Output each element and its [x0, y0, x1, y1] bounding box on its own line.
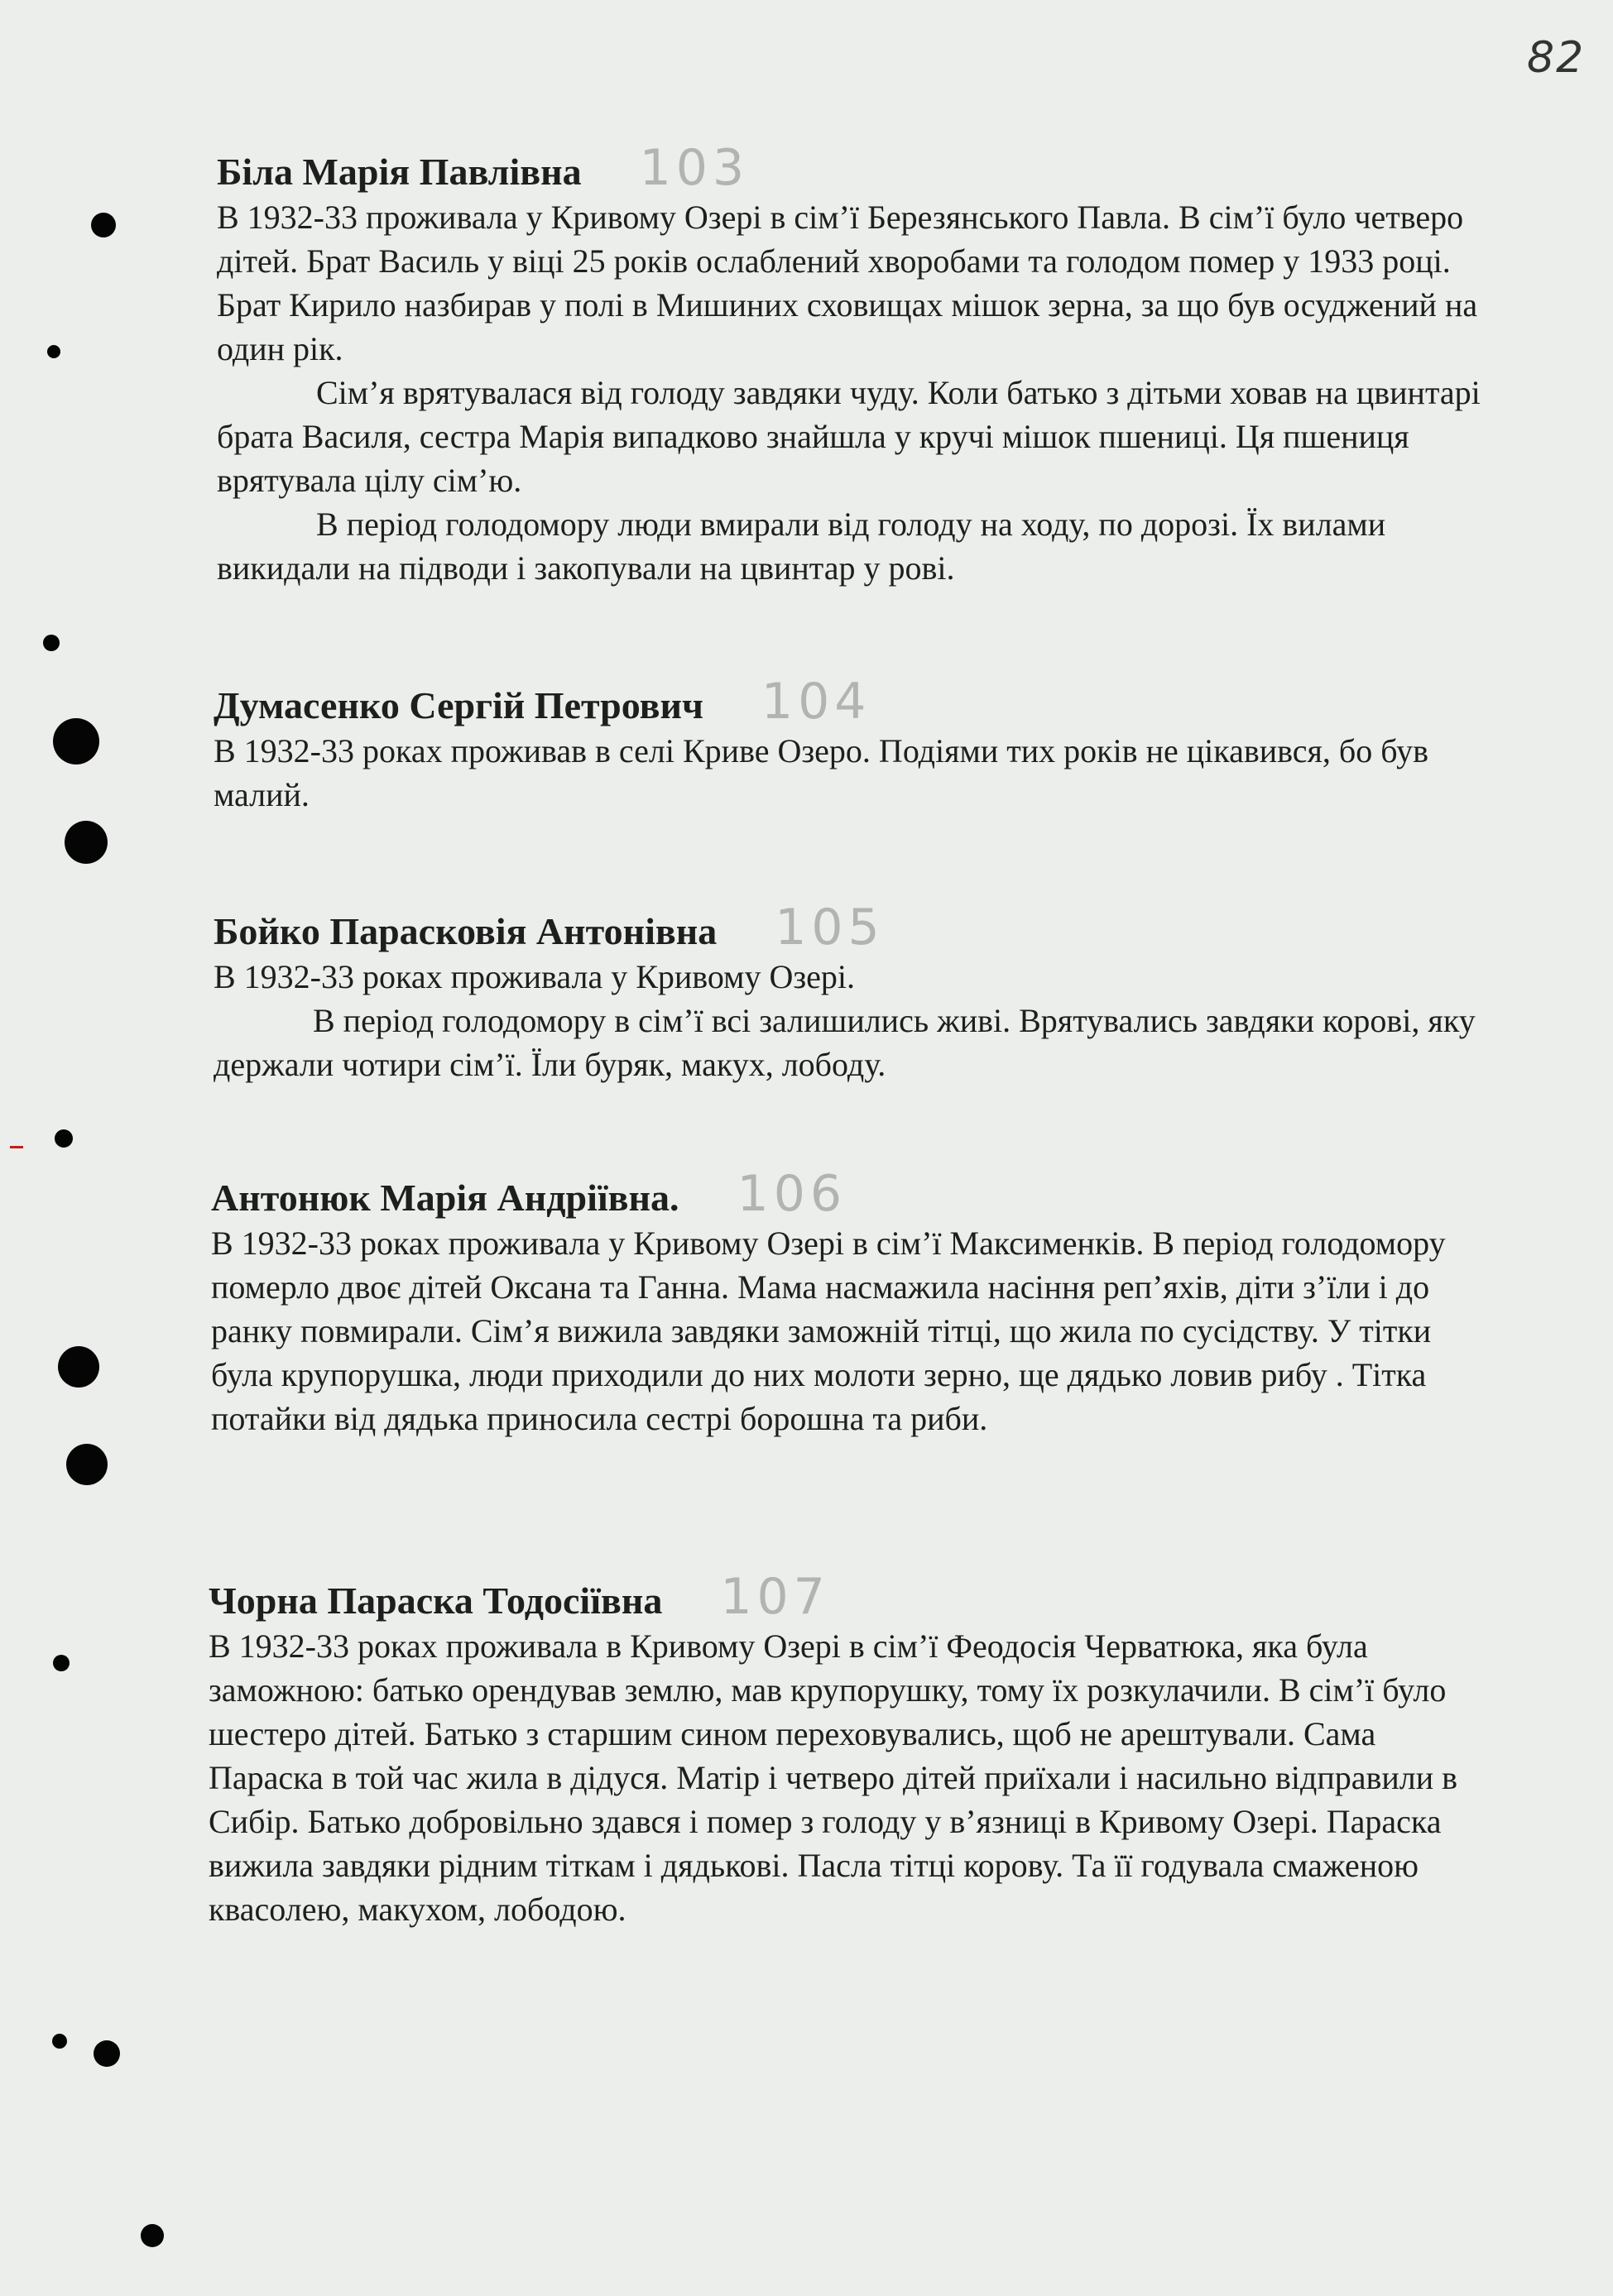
- entry-paragraph: В період голодомору люди вмирали від голоду на ходу, по дорозі. Їх вилами викидали на підводи і закопували на цвинтар у рові.: [217, 506, 1386, 587]
- punch-hole: [53, 718, 99, 765]
- entry-paragraph: Брат Кирило назбирав у полі в Мишиних сховищах мішок зерна, за що був осуджений на один рік.: [217, 286, 1478, 367]
- punch-hole: [94, 2040, 120, 2067]
- entry-paragraph: В 1932-33 роках проживала в Кривому Озері в сім’ї Феодосія Черватюка, яка була заможною: батько орендував землю, мав крупорушку, тому їх розкулачили. В сім’ї було шестеро дітей. Батько з старшим сином переховувались, щоб не арештували. Сама Параска в той час жила в дідуся. Матір і четверо дітей приїхали і насильно відправили в Сибір. Батько добровільно здався і помер з голоду у в’язниці в Кривому Озері. Параска вижила завдяки рідним тіткам і дядькові. Пасла тітці корову. Та її годувала смаженою квасолею, макухом, лободою.: [209, 1627, 1458, 1928]
- handwritten-entry-number: 105: [775, 899, 885, 956]
- entry-title: [211, 1165, 1477, 1223]
- entry-paragraph: В 1932-33 роках проживав в селі Криве Озеро. Подіями тих років не цікавився, бо був малий.: [214, 732, 1428, 813]
- entry-104: [214, 673, 1480, 817]
- punch-hole: [53, 1655, 70, 1671]
- handwritten-entry-number: 106: [737, 1165, 847, 1223]
- handwritten-entry-number: 107: [720, 1568, 830, 1626]
- entry-105: [214, 899, 1480, 1086]
- punch-hole: [91, 213, 116, 237]
- punch-hole: [58, 1346, 99, 1388]
- punch-hole: [65, 821, 108, 864]
- entry-106: [211, 1165, 1477, 1440]
- entry-103: [217, 139, 1483, 590]
- punch-hole: [43, 635, 60, 651]
- person-name: Антонюк Марія Андріївна.: [211, 1177, 679, 1219]
- punch-hole: [52, 2034, 67, 2049]
- person-name: Біла Марія Павлівна: [217, 151, 582, 193]
- entry-107: [209, 1568, 1475, 1931]
- red-margin-mark: [10, 1146, 23, 1148]
- entry-paragraph: В 1932-33 проживала у Кривому Озері в сім’ї Березянського Павла. В сім’ї було четверо дітей. Брат Василь у віці 25 років ослаблений хворобами та голодом помер у 1933 році.: [217, 199, 1464, 280]
- entry-paragraph: Сім’я врятувалася від голоду завдяки чуду. Коли батько з дітьми ховав на цвинтарі брата Василя, сестра Марія випадково знайшла у кручі мішок пшениці. Ця пшениця врятувала цілу сім’ю.: [217, 374, 1481, 499]
- punch-hole: [47, 345, 60, 358]
- entry-paragraph: В 1932-33 роках проживала у Кривому Озері в сім’ї Максименків. В період голодомору померло двоє дітей Оксана та Ганна. Мама насмажила насіння реп’яхів, діти з’їли і до ранку повмирали. Сім’я вижила завдяки заможній тітці, що жила по сусідству. У тітки була крупорушка, люди приходили до них молоти зерно, ще дядько ловив рибу . Тітка потайки від дядька приносила сестрі борошна та риби.: [211, 1225, 1446, 1437]
- entry-paragraph: В 1932-33 роках проживала у Кривому Озері.: [214, 958, 856, 995]
- punch-hole: [55, 1129, 73, 1148]
- person-name: Чорна Параска Тодосіївна: [209, 1579, 663, 1622]
- person-name: Бойко Парасковія Антонівна: [214, 910, 718, 952]
- person-name: Думасенко Сергій Петрович: [214, 684, 703, 726]
- punch-hole: [141, 2224, 164, 2247]
- page-number: 82: [1527, 33, 1586, 83]
- entry-title: [217, 139, 1483, 197]
- entry-title: [214, 673, 1480, 731]
- entry-title: [214, 899, 1480, 956]
- entry-title: [209, 1568, 1475, 1626]
- punch-hole: [66, 1444, 108, 1485]
- handwritten-entry-number: 103: [639, 139, 750, 197]
- entry-paragraph: В період голодомору в сім’ї всі залишились живі. Врятувались завдяки корові, яку держали чотири сім’ї. Їли буряк, макух, лободу.: [214, 1002, 1476, 1083]
- handwritten-entry-number: 104: [761, 673, 871, 731]
